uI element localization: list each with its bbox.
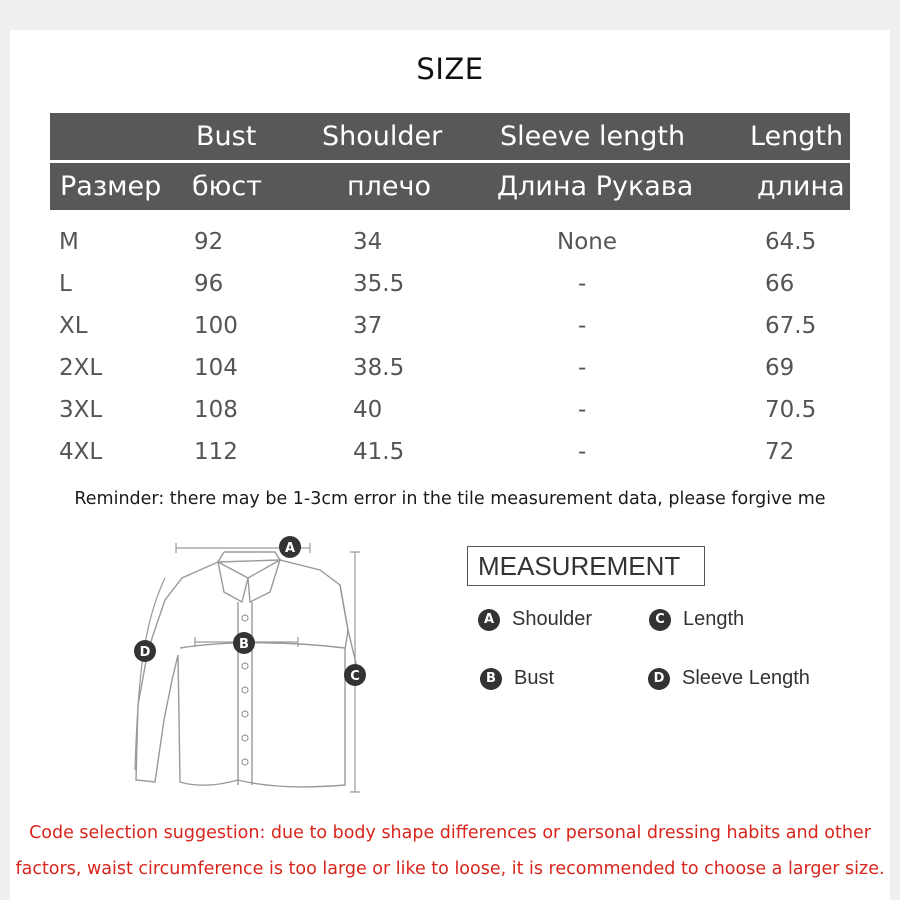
shirt-diagram xyxy=(120,530,390,810)
header-shoulder-ru: плечо xyxy=(347,171,431,202)
cell-sleeve: - xyxy=(578,271,587,297)
svg-text:D: D xyxy=(139,645,151,660)
cell-shoulder: 41.5 xyxy=(353,439,405,465)
legend-shoulder xyxy=(478,608,592,631)
legend-bust xyxy=(480,667,554,690)
cell-size: 2XL xyxy=(59,355,103,381)
cell-bust: 112 xyxy=(194,439,238,465)
cell-bust: 104 xyxy=(194,355,238,381)
cell-size: M xyxy=(59,229,79,255)
table-header-russian xyxy=(50,163,850,210)
svg-text:B: B xyxy=(239,637,249,652)
measurement-reminder: Reminder: there may be 1-3cm error in the tile measurement data, please forgive me xyxy=(74,489,826,509)
cell-shoulder: 38.5 xyxy=(353,355,405,381)
cell-size: L xyxy=(59,271,72,297)
header-bust-ru: бюст xyxy=(192,171,262,202)
cell-sleeve: None xyxy=(557,229,618,255)
marker-a-icon xyxy=(279,536,301,558)
cell-length: 69 xyxy=(765,355,795,381)
marker-d-icon xyxy=(134,640,156,662)
badge-d-icon: D xyxy=(648,668,670,690)
legend-label: Length xyxy=(683,608,745,630)
size-suggestion-line-2: factors, waist circumference is too large or like to loose, it is recommended to choose a larger size. xyxy=(15,859,885,879)
measurement-title: MEASUREMENT xyxy=(467,546,705,586)
cell-length: 64.5 xyxy=(765,229,817,255)
cell-sleeve: - xyxy=(578,439,587,465)
svg-text:C: C xyxy=(350,669,360,684)
legend-label: Shoulder xyxy=(512,608,593,630)
header-length: Length xyxy=(750,121,844,152)
cell-bust: 100 xyxy=(194,313,238,339)
cell-shoulder: 37 xyxy=(353,313,383,339)
header-size-ru: Размер xyxy=(60,171,162,202)
cell-bust: 96 xyxy=(194,271,224,297)
cell-size: XL xyxy=(59,313,88,339)
legend-label: Bust xyxy=(514,667,555,689)
size-suggestion-line-1: Code selection suggestion: due to body shape differences or personal dressing habits and other xyxy=(29,823,871,843)
header-length-ru: длина xyxy=(757,171,845,202)
cell-sleeve: - xyxy=(578,397,587,423)
cell-shoulder: 35.5 xyxy=(353,271,405,297)
legend-length xyxy=(649,608,744,631)
table-header-english xyxy=(50,113,850,160)
cell-length: 72 xyxy=(765,439,795,465)
marker-c-icon xyxy=(344,664,366,686)
marker-b-icon xyxy=(233,632,255,654)
header-sleeve-ru: Длина Рукава xyxy=(497,171,694,202)
svg-text:A: A xyxy=(284,541,296,556)
cell-sleeve: - xyxy=(578,313,587,339)
cell-shoulder: 34 xyxy=(353,229,383,255)
cell-bust: 92 xyxy=(194,229,224,255)
cell-shoulder: 40 xyxy=(353,397,383,423)
cell-size: 3XL xyxy=(59,397,103,423)
header-bust: Bust xyxy=(196,121,257,152)
cell-bust: 108 xyxy=(194,397,238,423)
page-title: SIZE xyxy=(416,52,484,86)
cell-sleeve: - xyxy=(578,355,587,381)
cell-length: 70.5 xyxy=(765,397,817,423)
cell-length: 67.5 xyxy=(765,313,817,339)
legend-sleeve-length xyxy=(648,667,810,690)
badge-a-icon: A xyxy=(478,609,500,631)
header-sleeve-length: Sleeve length xyxy=(500,121,686,152)
badge-c-icon: C xyxy=(649,609,671,631)
badge-b-icon: B xyxy=(480,668,502,690)
cell-length: 66 xyxy=(765,271,795,297)
header-shoulder: Shoulder xyxy=(322,121,443,152)
legend-label: Sleeve Length xyxy=(682,667,810,689)
cell-size: 4XL xyxy=(59,439,103,465)
